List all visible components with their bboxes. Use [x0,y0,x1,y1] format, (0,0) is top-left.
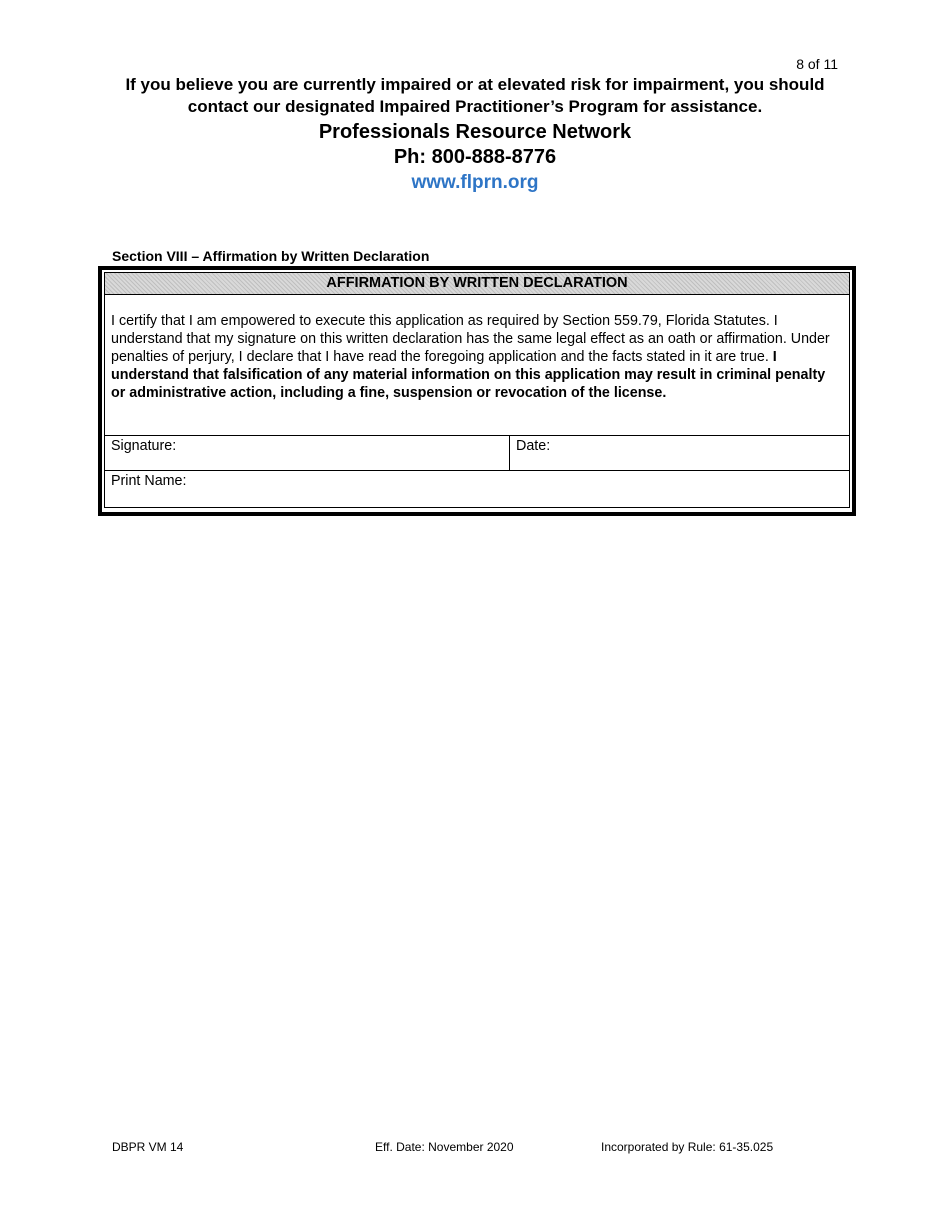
impairment-warning: If you believe you are currently impaired or at elevated risk for impairment, you should contact our designated Impaired Practitioner’s Program for assistance. [125,75,825,116]
organization-name: Professionals Resource Network [318,121,632,143]
phone-number: Ph: 800-888-8776 [393,146,557,168]
declaration-plain-text: I certify that I am empowered to execute this application as required by Section 559.79, Florida Statutes. I understand that my signature on this written declaration has the same legal effect as an oath or affirmation. Under penalties of perjury, I declare that I have read the foregoing application and the facts stated in it are true. [111,313,830,365]
affirmation-box [98,266,856,516]
footer-rule: Incorporated by Rule: 61-35.025 [601,1140,774,1154]
section-heading: Section VIII – Affirmation by Written Declaration [112,248,430,264]
date-label: Date: [516,438,551,454]
declaration-bold-text: I understand that falsification of any material information on this application may result in criminal penalty or administrative action, including a fine, suspension or revocation of the license. [111,349,826,401]
declaration-text [105,295,849,436]
signature-field[interactable] [105,436,510,470]
affirmation-box-title: AFFIRMATION BY WRITTEN DECLARATION [105,273,849,295]
date-field[interactable] [510,436,849,470]
print-name-field[interactable] [105,471,849,507]
print-name-label: Print Name: [111,473,187,489]
affirmation-box-inner [104,272,850,508]
impairment-notice [100,74,850,196]
website-link[interactable]: www.flprn.org [411,172,539,193]
footer-form-id: DBPR VM 14 [112,1140,184,1154]
signature-label: Signature: [111,438,177,454]
signature-row [105,436,849,471]
page-number: 8 of 11 [796,56,838,72]
footer-effective-date: Eff. Date: November 2020 [375,1140,514,1154]
